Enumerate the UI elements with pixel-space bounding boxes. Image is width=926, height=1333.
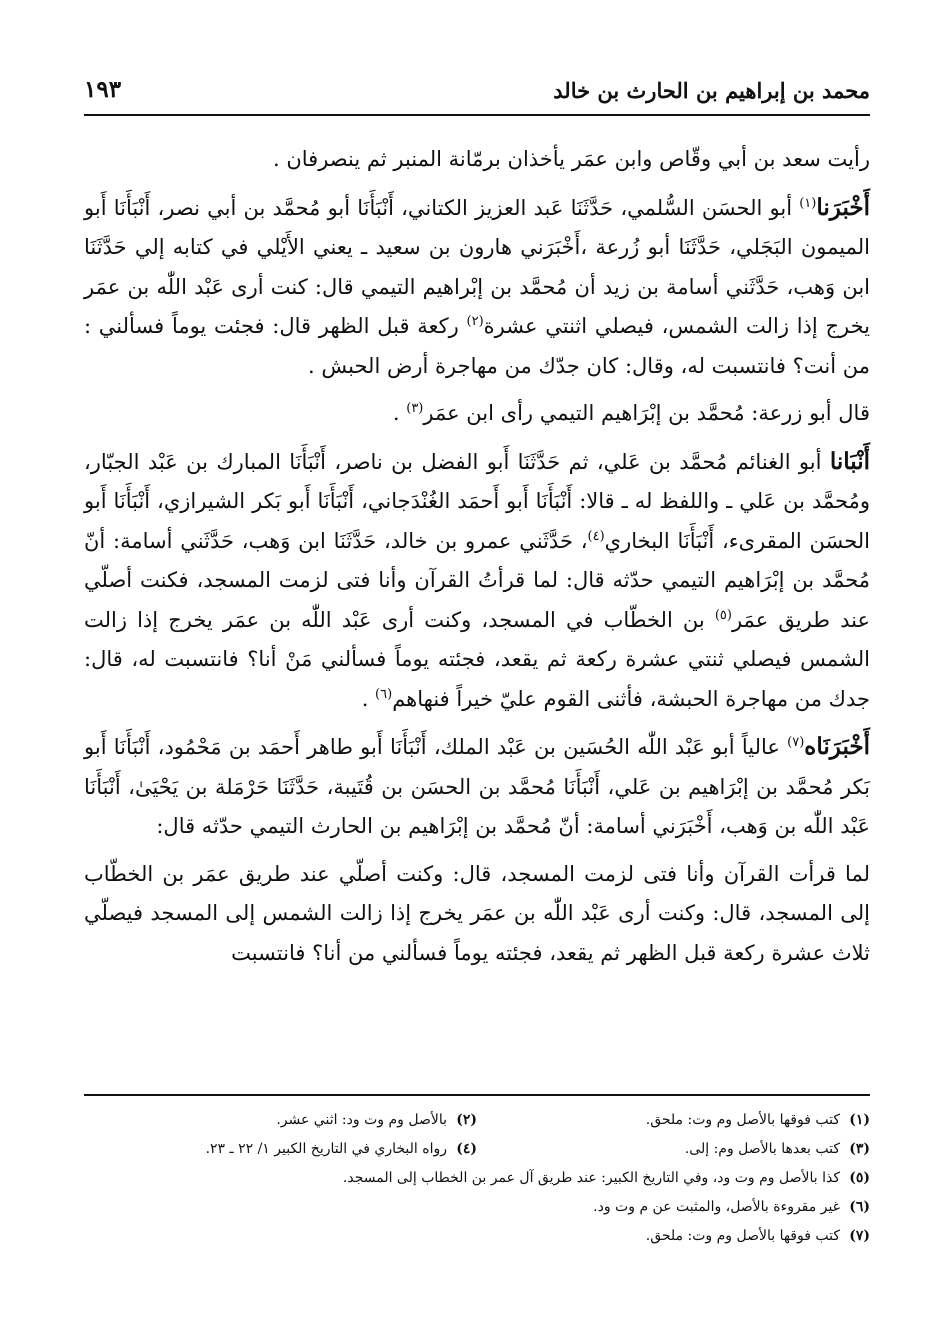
footnote-row — [84, 1106, 870, 1135]
paragraph — [84, 394, 870, 434]
isnad-lead-word: أَنْبَانا — [829, 447, 870, 475]
footnotes — [84, 1094, 870, 1251]
footnote-number: (١) — [849, 1112, 870, 1128]
paragraph — [84, 188, 870, 387]
footnote — [477, 1106, 870, 1135]
paragraph-text: . — [392, 401, 407, 425]
footnote-text: كذا بالأصل وم وت ود، وفي التاريخ الكبير: عند طريق آل عمر بن الخطاب إلى المسجد. — [342, 1170, 840, 1186]
footnote — [84, 1106, 477, 1135]
footnote-text: غير مقروءة بالأصل، والمثبت عن م وت ود. — [593, 1199, 840, 1215]
paragraph-text: قال أبو زرعة: مُحمَّد بن إبْرَاهيم التيمي رأى ابن عمَر — [423, 401, 870, 425]
footnote-text: كتب فوقها بالأصل وم وت: ملحق. — [645, 1112, 840, 1128]
footnote-number: (٧) — [849, 1228, 870, 1244]
isnad-lead-word: أَخْبَرَنا — [816, 193, 870, 221]
footnote — [477, 1135, 870, 1164]
paragraph-text: أبو الغنائم مُحمَّد بن عَلي، ثم حَدَّثَنَا أَبو الفضل بن ناصر، أَنْبَأَنَا المبارك بن عَبْد الجبّار، ومُحمَّد بن عَلي ـ واللفظ له ـ قالا: أَنْبَأَنَا أَبو أَحمَد الغُنْدَجاني، أَنْبَأَنَا أَبو بَكر الشيرازي، أَنْبَأَنَا أَبو الحسَن المقرىء، أَنْبَأَنَا البخاري — [84, 449, 871, 553]
footnote-rule-gap — [84, 1096, 870, 1106]
footnote-reference: (٥) — [714, 607, 732, 623]
footnote-reference: (٣) — [406, 401, 424, 416]
footnote-reference: (٦) — [375, 686, 393, 702]
paragraph — [84, 140, 870, 180]
paragraph — [84, 855, 870, 974]
footnote-number: (٦) — [849, 1199, 870, 1215]
footnote-text: كتب بعدها بالأصل وم: إلى. — [684, 1141, 840, 1157]
footnote-text: بالأصل وم وت ود: اثني عشر. — [276, 1112, 447, 1128]
main-text — [84, 140, 870, 973]
footnote-reference: (٧) — [787, 735, 805, 750]
footnote — [343, 1164, 870, 1193]
footnote-text: رواه البخاري في التاريخ الكبير ١/ ٢٢ ـ ٢٣. — [205, 1141, 447, 1157]
paragraph-text: رأيت سعد بن أبي وقّاص وابن عمَر يأخذان برمّانة المنبر ثم ينصرفان . — [273, 147, 870, 171]
footnote-reference: (١) — [799, 195, 817, 211]
footnote-row — [84, 1164, 870, 1193]
isnad-lead-word: أَخْبَرَنَاه — [804, 733, 870, 760]
footnote-reference: (٢) — [466, 314, 484, 329]
paragraph — [84, 442, 870, 720]
footnote-number: (٥) — [849, 1170, 870, 1186]
footnote-row — [84, 1193, 870, 1222]
footnote-number: (٤) — [456, 1141, 477, 1157]
paragraph-text: عالياً أبو عَبْد اللّٰه الحُسَين بن عَبْد الملك، أَنْبَأَنَا أَبو طاهر أَحمَد بن مَحْمُود، أَنْبَأَنَا أَبو بَكر مُحمَّد بن إبْرَاهيم بن عَلي، أَنْبَأَنَا مُحمَّد بن الحسَن بن قُتَيبة، حَدَّثَنَا حَرْمَلة بن يَحْيَىٰ، أَنْبَأَنَا عَبْد اللّٰه بن وَهب، أَخْبَرَني أسامة: أنّ مُحمَّد بن إبْرَاهيم بن الحارث التيمي حدّثه قال: — [84, 735, 870, 838]
footnote-reference: (٤) — [587, 528, 605, 544]
footnote — [646, 1222, 870, 1251]
footnote — [84, 1135, 477, 1164]
running-title: محمد بن إبراهيم بن الحارث بن خالد — [553, 78, 870, 103]
page-number: ١٩٣ — [84, 76, 122, 103]
paragraph-text: . — [361, 686, 376, 711]
paragraph — [84, 727, 870, 847]
paragraph-text: ، حَدَّثَني عمرو بن خالد، حَدَّثَنَا ابن وَهب، حَدَّثَني أسامة: أنّ مُحمَّد بن إبْرَاهيم التيمي حدّثه قال: لما قرأتُ القرآن وأنا فتى لزمت المسجد، فكنت أصلّي عند طريق عمَر — [84, 528, 870, 632]
paragraph-text: بن الخطّاب في المسجد، وكنت أرى عَبْد اللّٰه بن عمَر يخرج إذا زالت الشمس فيصلي ثنتي عشرة ركعة ثم يقعد، فجئته يوماً فسألني مَنْ أنا؟ فانتسبت له، قال: جدك من مهاجرة الحبشة، فأثنى القوم عليّ خيراً فنهاهم — [84, 607, 870, 711]
footnote-text: كتب فوقها بالأصل وم وت: ملحق. — [645, 1228, 840, 1244]
paragraph-text: لما قرأت القرآن وأنا فتى لزمت المسجد، قال: وكنت أصلّي عند طريق عمَر بن الخطّاب إلى المسجد، قال: وكنت أرى عَبْد اللّٰه بن عمَر يخرج إذا زالت الشمس إلى المسجد فيصلّي ثلاث عشرة ركعة قبل الظهر ثم يقعد، فجئته يوماً فسألني من أنا؟ فانتسبت — [84, 861, 870, 965]
footnote-number: (٣) — [849, 1141, 870, 1157]
paragraph-text: ركعة قبل الظهر قال: فجئت يوماً فسألني : من أنت؟ فانتسبت له، وقال: كان جدّك من مهاجرة أرض الحبش . — [84, 314, 870, 378]
paragraph-text: أبو الحسَن السُّلمي، حَدَّثَنَا عَبد العزيز الكتاني، أَنْبَأَنَا أبو مُحمَّد بن أبي نصر، أَنْبَأَنَا أَبو الميمون البَجَلي، حَدَّثَنَا أبو زُرعة ،أَخْبَرَني هارون بن سعيد ـ يعني الأَيْلي في كتابه إلي حَدَّثَنَا ابن وَهب، حَدَّثَني أسامة بن زيد أن مُحمَّد بن إبْراهيم التيمي قال: كنت أرى عَبْد اللّٰه بن عمَر يخرج إذا زالت الشمس، فيصلي اثنتي عشرة — [84, 195, 870, 338]
footnote — [593, 1193, 870, 1222]
footnote-row — [84, 1135, 870, 1164]
footnote-number: (٢) — [456, 1112, 477, 1128]
page-header — [84, 70, 870, 116]
footnote-row — [84, 1222, 870, 1251]
